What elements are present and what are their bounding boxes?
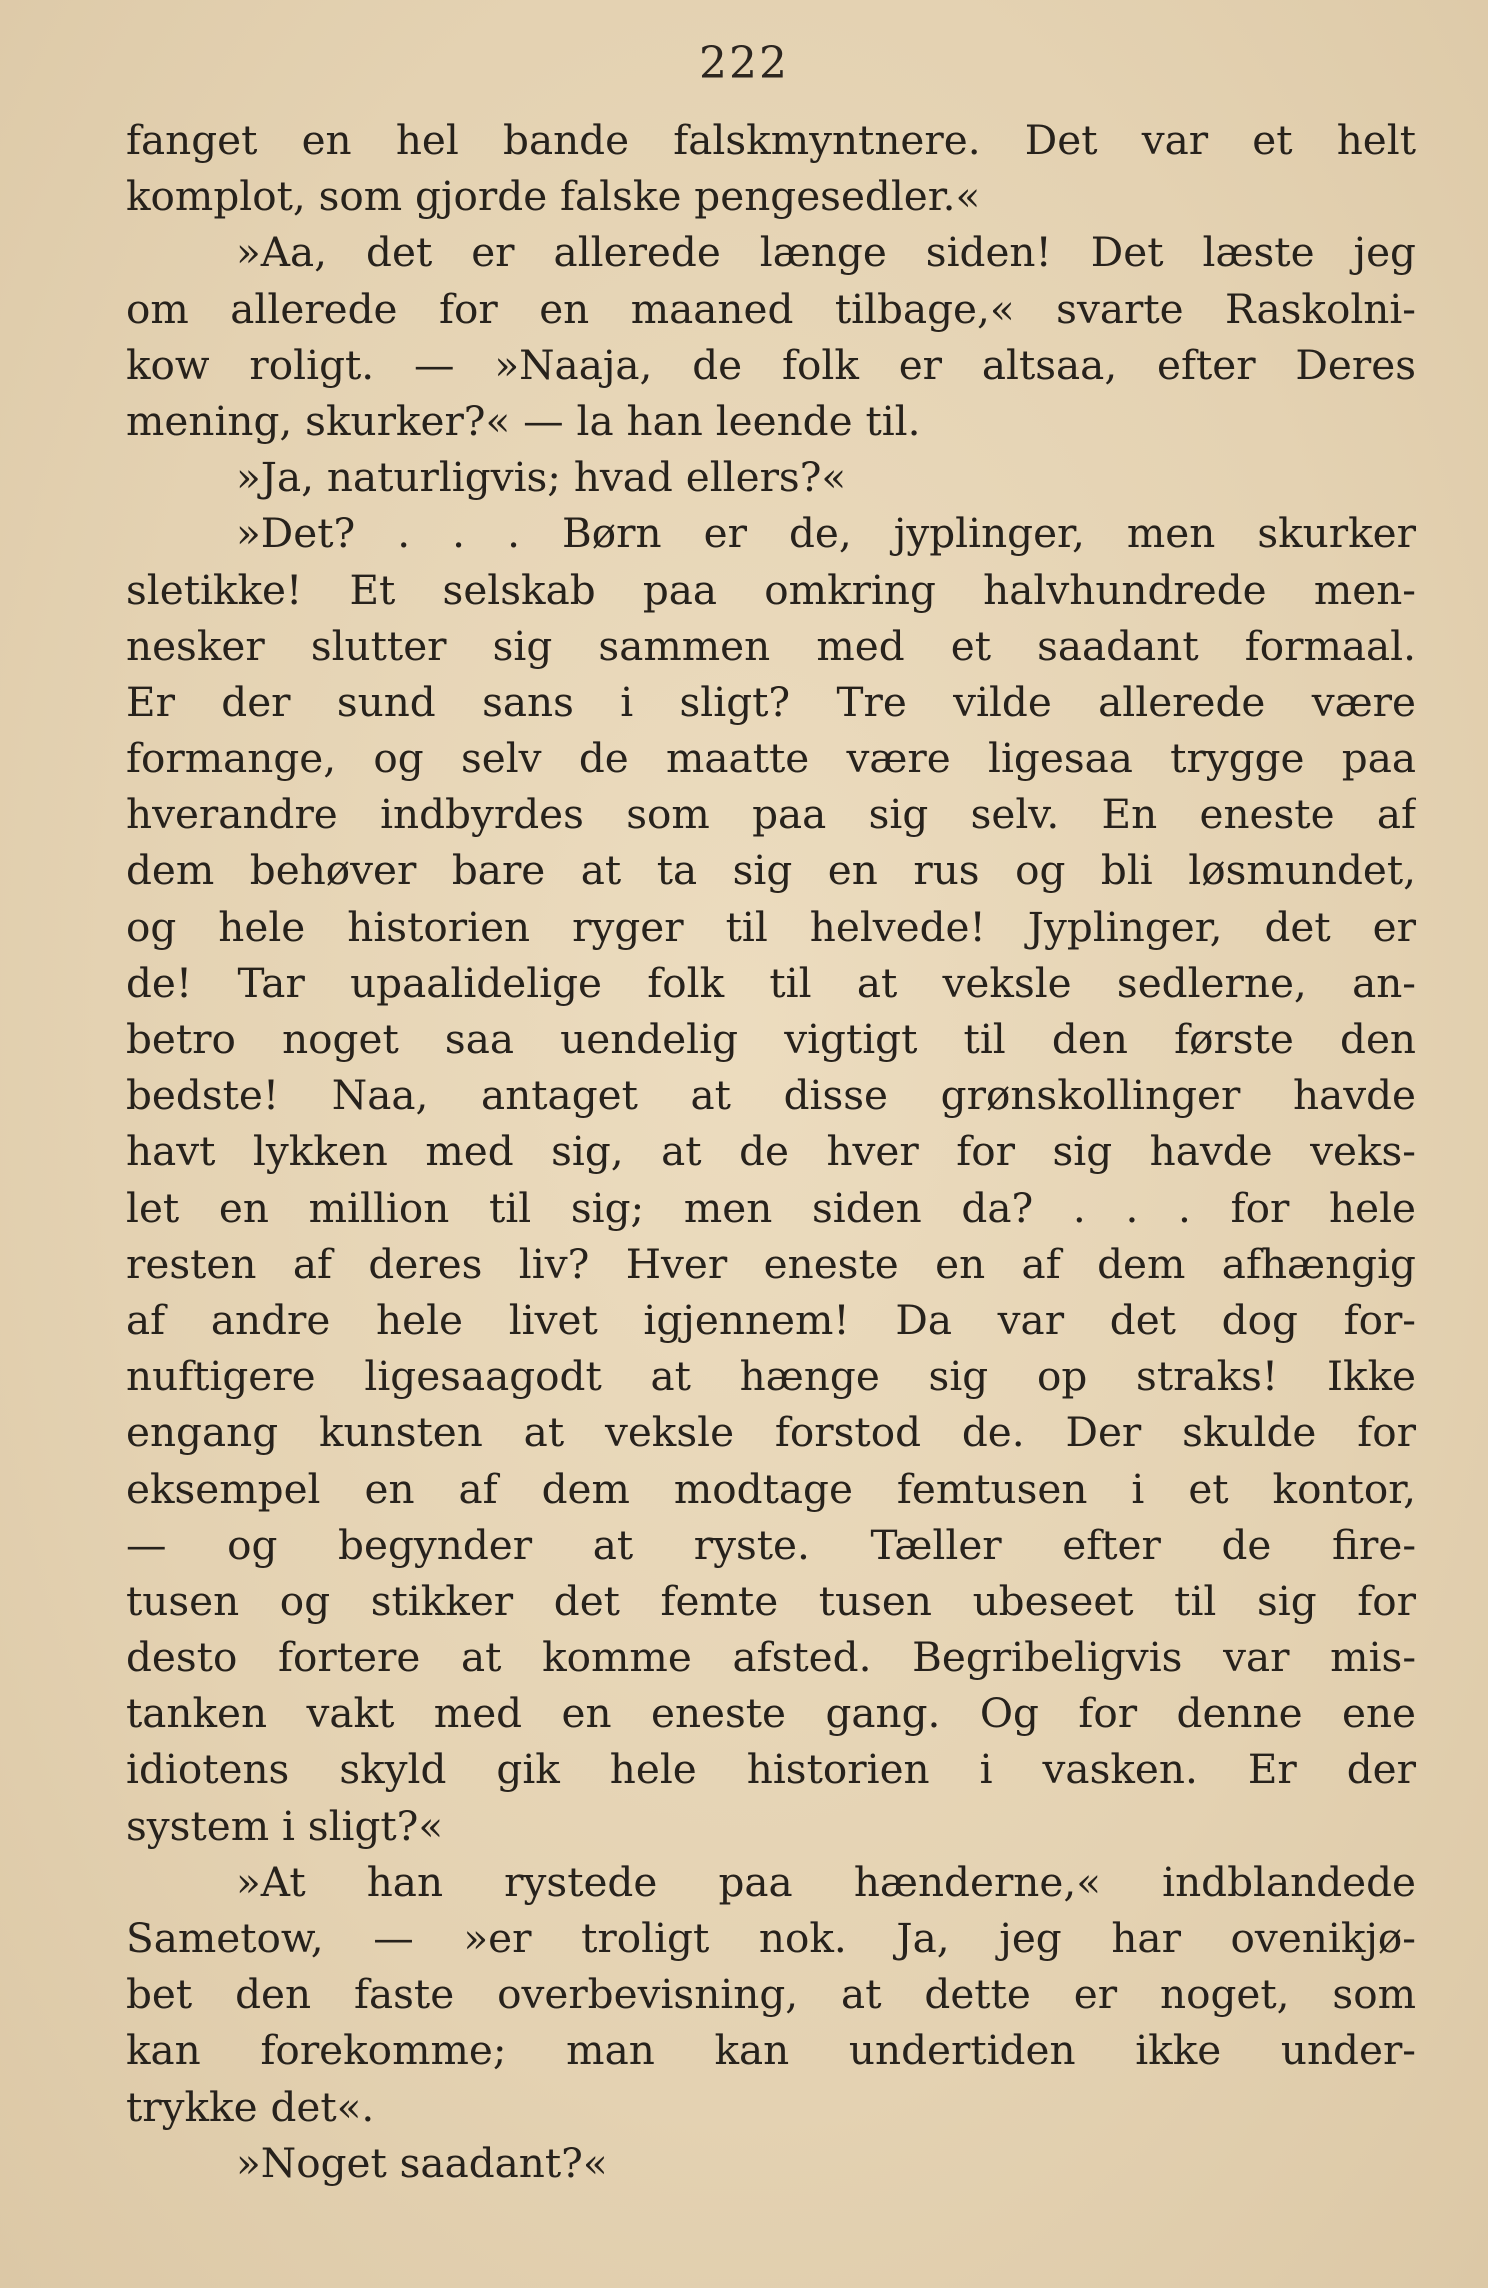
text-line: desto fortere at komme afsted. Begribeligvis var mis- [126, 1633, 1416, 1682]
text-line: om allerede for en maaned tilbage,« svarte Raskolni- [126, 284, 1416, 333]
text-line: tusen og stikker det femte tusen ubeseet til sig for [126, 1576, 1416, 1625]
text-line: — og begynder at ryste. Tæller efter de fire- [126, 1520, 1416, 1569]
text-line: formange, og selv de maatte være ligesaa trygge paa [126, 734, 1416, 783]
text-line: bet den faste overbevisning, at dette er noget, som [126, 1970, 1416, 2019]
text-line: af andre hele livet igjennem! Da var det dog for- [126, 1295, 1416, 1344]
text-line: fanget en hel bande falskmyntnere. Det var et helt [126, 116, 1416, 164]
text-line: komplot, som gjorde falske pengesedler.« [126, 172, 981, 221]
text-line: Sametow, — »er troligt nok. Ja, jeg har ovenikjø- [126, 1914, 1416, 1962]
text-line: mening, skurker?« — la han leende til. [126, 396, 921, 445]
text-line: system i sligt?« [126, 1801, 444, 1850]
text-line: Er der sund sans i sligt? Tre vilde allerede være [126, 677, 1416, 726]
text-line: hverandre indbyrdes som paa sig selv. En eneste af [126, 790, 1416, 839]
text-line: »Noget saadant?« [236, 2138, 608, 2187]
text-line: havt lykken med sig, at de hver for sig havde veks- [126, 1127, 1416, 1176]
page-number: 222 [699, 38, 789, 89]
text-line: »Ja, naturligvis; hvad ellers?« [236, 453, 847, 502]
body-text [126, 112, 1416, 2191]
text-line: »At han rystede paa hænderne,« indblandede [236, 1857, 1416, 1906]
text-line: tanken vakt med en eneste gang. Og for denne ene [126, 1689, 1416, 1738]
text-line: sletikke! Et selskab paa omkring halvhundrede men- [126, 565, 1416, 614]
text-line: nuftigere ligesaagodt at hænge sig op straks! Ikke [126, 1352, 1416, 1401]
text-line: »Aa, det er allerede længe siden! Det læste jeg [236, 228, 1416, 277]
text-line: betro noget saa uendelig vigtigt til den første den [126, 1015, 1416, 1063]
text-line: idiotens skyld gik hele historien i vasken. Er der [126, 1745, 1416, 1794]
text-line: de! Tar upaalidelige folk til at veksle sedlerne, an- [126, 958, 1416, 1007]
text-line: eksempel en af dem modtage femtusen i et kontor, [126, 1464, 1416, 1513]
text-line: kow roligt. — »Naaja, de folk er altsaa, efter Deres [126, 340, 1416, 389]
text-line: nesker slutter sig sammen med et saadant formaal. [126, 621, 1416, 670]
text-line: dem behøver bare at ta sig en rus og bli løsmundet, [126, 846, 1416, 895]
text-line: let en million til sig; men siden da? . . . for hele [126, 1183, 1416, 1232]
text-line: »Det? . . . Børn er de, jyplinger, men skurker [236, 509, 1416, 558]
text-line: trykke det«. [126, 2082, 375, 2131]
text-line: resten af deres liv? Hver eneste en af dem afhængig [126, 1239, 1416, 1288]
text-line: bedste! Naa, antaget at disse grønskollinger havde [126, 1071, 1416, 1120]
text-line: og hele historien ryger til helvede! Jyplinger, det er [126, 902, 1416, 951]
text-line: engang kunsten at veksle forstod de. Der skulde for [126, 1408, 1416, 1457]
text-line: kan forekomme; man kan undertiden ikke under- [126, 2026, 1416, 2075]
